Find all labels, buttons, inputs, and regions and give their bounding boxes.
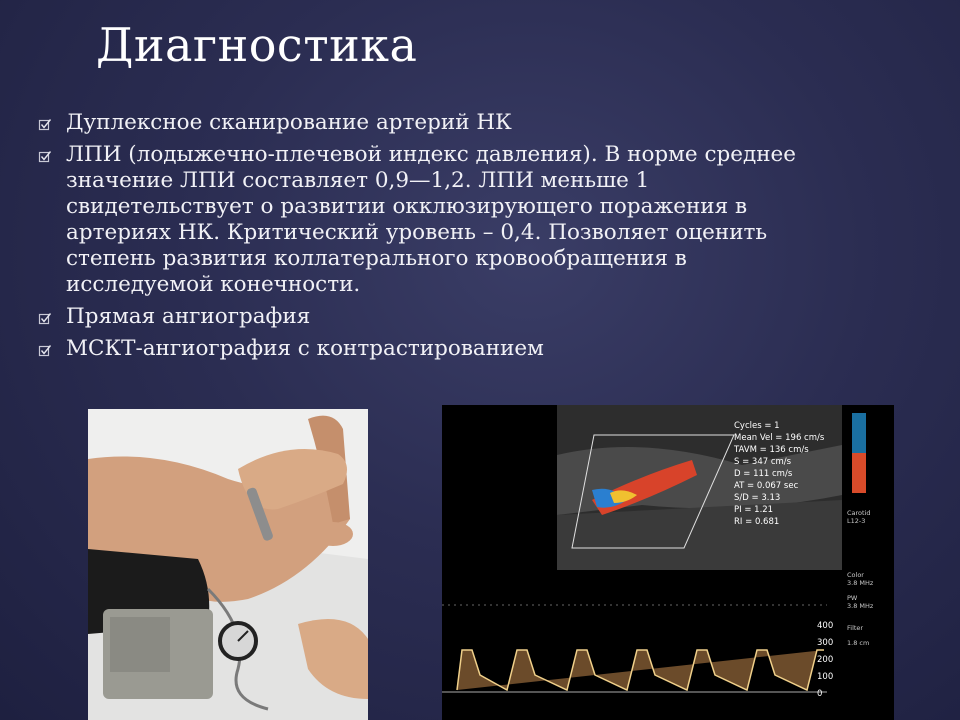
- scale-label: 200: [817, 655, 834, 665]
- measurement-line: Mean Vel = 196 cm/s: [734, 433, 825, 443]
- measurement-line: TAVM = 136 cm/s: [734, 445, 809, 455]
- checkmark-box-icon: [38, 118, 52, 132]
- measurement-line: Cycles = 1: [734, 421, 780, 431]
- scale-label: 300: [817, 638, 834, 648]
- scale-label: 400: [817, 621, 834, 631]
- measurement-line: PI = 1.21: [734, 505, 774, 515]
- measurement-line: AT = 0.067 sec: [734, 481, 799, 491]
- scale-label: 100: [817, 672, 834, 682]
- side-info: 3.8 MHz: [847, 602, 874, 610]
- slide-title: Диагностика: [96, 18, 418, 72]
- side-info: Color: [847, 571, 864, 579]
- bullet-item: [38, 110, 798, 136]
- bullet-text: Дуплексное сканирование артерий НК: [66, 110, 512, 135]
- bullet-text: ЛПИ (лодыжечно-плечевой индекс давления). В норме среднее значение ЛПИ составляет 0,9—1,2. ЛПИ меньше 1 свидетельствует о развитии окклюзирующего поражения в артериях НК. Критический уровень – 0,4. Позволяет оценить степень развития коллатерального кровообращения в исследуемой конечности.: [66, 142, 796, 297]
- checkmark-box-icon: [38, 344, 52, 358]
- measurement-line: D = 111 cm/s: [734, 469, 793, 479]
- checkmark-box-icon: [38, 312, 52, 326]
- abi-measurement-photo: [88, 409, 368, 720]
- side-info: 3.8 MHz: [847, 579, 874, 587]
- bullet-text: МСКТ-ангиография с контрастированием: [66, 336, 544, 361]
- measurement-line: S = 347 cm/s: [734, 457, 792, 467]
- side-info: PW: [847, 594, 858, 602]
- side-info: L12-3: [847, 517, 866, 525]
- photo-illustration: [88, 409, 368, 720]
- bullet-item: [38, 142, 798, 298]
- bullet-item: [38, 336, 798, 362]
- side-info: Carotid: [847, 509, 871, 517]
- scale-label: 0: [817, 689, 823, 699]
- duplex-ultrasound-image: [442, 405, 894, 720]
- checkmark-box-icon: [38, 150, 52, 164]
- side-info: 1.8 cm: [847, 639, 870, 647]
- side-info: Filter: [847, 624, 864, 632]
- bullet-text: Прямая ангиография: [66, 304, 311, 329]
- ultrasound-illustration: [442, 405, 894, 720]
- measurement-line: S/D = 3.13: [734, 493, 781, 503]
- bullet-list: [38, 110, 798, 368]
- measurement-line: RI = 0.681: [734, 517, 780, 527]
- bullet-item: [38, 304, 798, 330]
